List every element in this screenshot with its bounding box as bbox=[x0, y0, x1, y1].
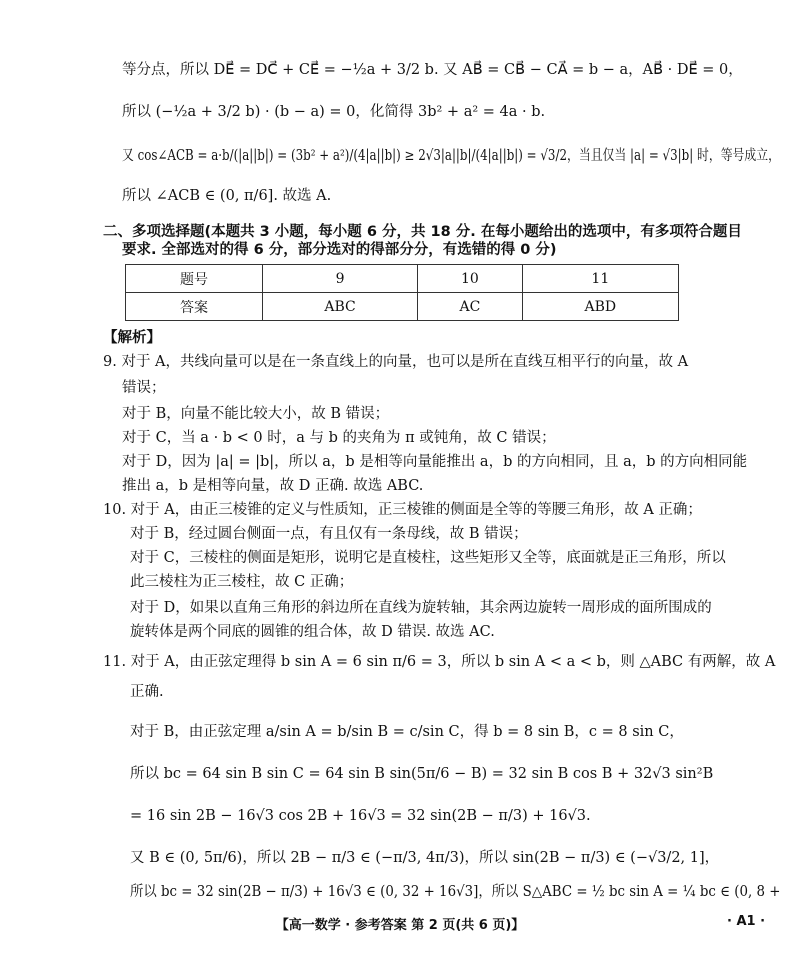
text-line: 所以 ∠ACB ∈ (0, π/6]. 故选 A. bbox=[122, 188, 332, 204]
q9-line: 对于 D，因为 |a| = |b|，所以 a，b 是相等向量能推出 a，b 的方向相同，且 a，b 的方向相同能 bbox=[122, 454, 748, 470]
q11-line: 正确. bbox=[130, 684, 164, 700]
table-cell: 9 bbox=[263, 265, 418, 293]
section-title-continued: 要求. 全部选对的得 6 分，部分选对的得部分分，有选错的得 0 分) bbox=[122, 242, 557, 258]
q11-line: 所以 bc = 64 sin B sin C = 64 sin B sin(5π/6 − B) = 32 sin B cos B + 32√3 sin²B bbox=[130, 766, 714, 782]
q10-line: 旋转体是两个同底的圆锥的组合体，故 D 错误. 故选 AC. bbox=[130, 624, 495, 640]
q9-line: 错误； bbox=[122, 380, 166, 396]
q9-line: 9. 对于 A，共线向量可以是在一条直线上的向量，也可以是所在直线互相平行的向量，故 A bbox=[103, 354, 689, 370]
q10-line: 对于 B，经过圆台侧面一点，有且仅有一条母线，故 B 错误； bbox=[130, 526, 528, 542]
page-footer: 【高一数学 · 参考答案 第 2 页(共 6 页)】 bbox=[275, 918, 525, 933]
q11-line: 又 B ∈ (0, 5π/6)，所以 2B − π/3 ∈ (−π/3, 4π/3)，所以 sin(2B − π/3) ∈ (−√3/2, 1]， bbox=[130, 850, 720, 866]
section-title: 二、多项选择题(本题共 3 小题，每小题 6 分，共 18 分. 在每小题给出的选项中，有多项符合题目 bbox=[103, 224, 742, 240]
q11-line: 所以 bc = 32 sin(2B − π/3) + 16√3 ∈ (0, 32 + 16√3]，所以 S△ABC = ½ bc sin A = ¼ bc ∈ (0, 8 + bbox=[130, 884, 781, 900]
table-cell: 答案 bbox=[126, 293, 263, 321]
table-cell: 11 bbox=[522, 265, 678, 293]
table-cell: ABD bbox=[522, 293, 678, 321]
q9-line: 对于 C，当 a · b < 0 时，a 与 b 的夹角为 π 或钝角，故 C 错误； bbox=[122, 430, 556, 446]
q11-line: 11. 对于 A，由正弦定理得 b sin A = 6 sin π/6 = 3，所以 b sin A < a < b，则 △ABC 有两解，故 A bbox=[103, 654, 776, 670]
q10-line: 对于 C，三棱柱的侧面是矩形，说明它是直棱柱，这些矩形又全等，底面就是正三角形，所以 bbox=[130, 550, 726, 566]
q9-line: 推出 a，b 是相等向量，故 D 正确. 故选 ABC. bbox=[122, 478, 424, 494]
answer-table bbox=[125, 264, 679, 321]
table-cell: 10 bbox=[418, 265, 523, 293]
q10-line: 对于 D，如果以直角三角形的斜边所在直线为旋转轴，其余两边旋转一周形成的面所围成的 bbox=[130, 600, 712, 616]
table-row bbox=[126, 293, 679, 321]
table-row bbox=[126, 265, 679, 293]
text-line: 等分点，所以 DE⃗ = DC⃗ + CE⃗ = −½a + 3/2 b. 又 AB⃗ = CB⃗ − CA⃗ = b − a，AB⃗ · DE⃗ = 0， bbox=[122, 62, 743, 78]
table-cell: AC bbox=[418, 293, 523, 321]
q9-line: 对于 B，向量不能比较大小，故 B 错误； bbox=[122, 406, 390, 422]
table-cell: ABC bbox=[263, 293, 418, 321]
q10-line: 10. 对于 A，由正三棱锥的定义与性质知，正三棱锥的侧面是全等的等腰三角形，故 A 正确； bbox=[103, 502, 702, 518]
table-cell: 题号 bbox=[126, 265, 263, 293]
analysis-heading: 【解析】 bbox=[103, 329, 161, 346]
q10-line: 此三棱柱为正三棱柱，故 C 正确； bbox=[130, 574, 354, 590]
q11-line: = 16 sin 2B − 16√3 cos 2B + 16√3 = 32 sin(2B − π/3) + 16√3. bbox=[130, 808, 591, 824]
page-code: · A1 · bbox=[727, 914, 766, 929]
q11-line: 对于 B，由正弦定理 a/sin A = b/sin B = c/sin C，得 b = 8 sin B，c = 8 sin C， bbox=[130, 724, 684, 740]
text-line: 又 cos∠ACB = a·b/(|a||b|) = (3b² + a²)/(4|a||b|) ≥ 2√3|a||b|/(4|a||b|) = √3/2，当且仅当 |a| = √3|b| 时，等号成立， bbox=[122, 148, 780, 164]
text-line: 所以 (−½a + 3/2 b) · (b − a) = 0，化简得 3b² + a² = 4a · b. bbox=[122, 104, 546, 120]
